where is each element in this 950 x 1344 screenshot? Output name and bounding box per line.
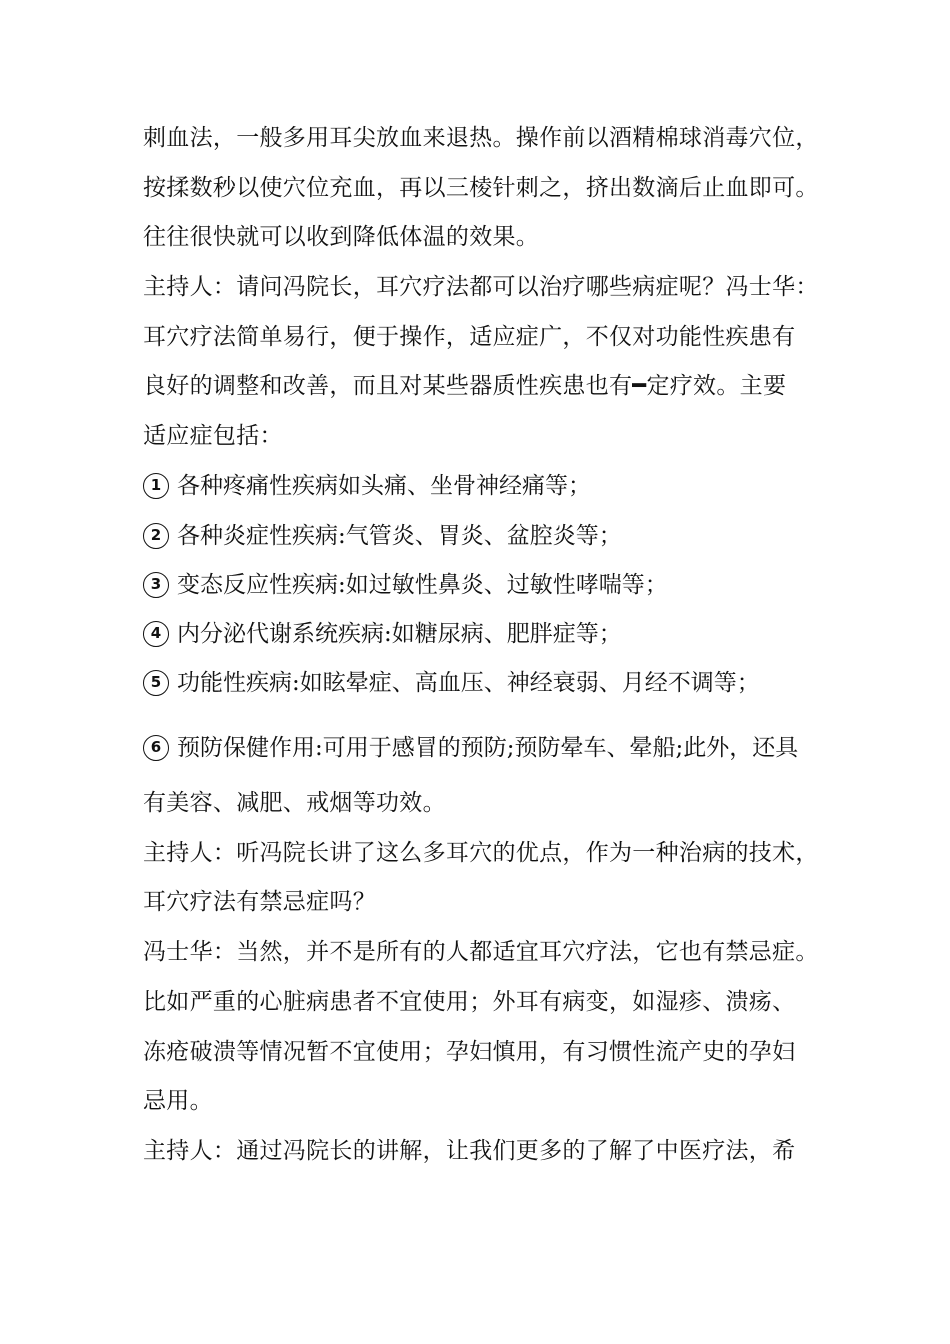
paragraph-1-line-2: 按揉数秒以使穴位充血，再以三棱针刺之，挤出数滴后止血即可。 <box>143 175 819 201</box>
indication-item <box>143 619 622 649</box>
paragraph-2-line-1: 主持人：请问冯院长，耳穴疗法都可以治疗哪些病症呢？冯士华： <box>143 274 819 300</box>
paragraph-4-line-1: 冯士华：当然，并不是所有的人都适宜耳穴疗法，它也有禁忌症。 <box>143 939 819 965</box>
paragraph-2-line-4: 适应症包括： <box>143 423 283 449</box>
circled-number: 2 <box>143 523 169 549</box>
indication-item <box>143 521 622 551</box>
paragraph-3-line-2: 耳穴疗法有禁忌症吗？ <box>143 889 376 915</box>
indication-text: 内分泌代谢系统疾病:如糖尿病、肥胖症等； <box>177 621 622 647</box>
circled-number: 6 <box>143 735 169 761</box>
indication-item <box>143 570 668 600</box>
paragraph-2-line-2: 耳穴疗法简单易行，便于操作，适应症广，不仅对功能性疾患有 <box>143 324 796 350</box>
paragraph-1-line-1: 刺血法，一般多用耳尖放血来退热。操作前以酒精棉球消毒穴位， <box>143 125 819 151</box>
indication-item <box>143 668 760 698</box>
circled-number: 1 <box>143 473 169 499</box>
paragraph-4-line-2: 比如严重的心脏病患者不宜使用；外耳有病变，如湿疹、溃疡、 <box>143 989 796 1015</box>
indication-text: 变态反应性疾病:如过敏性鼻炎、过敏性哮喘等； <box>177 572 668 598</box>
indication-text: 各种炎症性疾病:气管炎、胃炎、盆腔炎等； <box>177 523 622 549</box>
circled-number: 3 <box>143 572 169 598</box>
circled-number: 4 <box>143 621 169 647</box>
paragraph-4-line-4: 忌用。 <box>143 1088 213 1114</box>
paragraph-2-line-3: 良好的调整和改善，而且对某些器质性疾患也有━定疗效。主要 <box>143 373 787 399</box>
indication-6-continuation: 有美容、减肥、戒烟等功效。 <box>143 790 446 816</box>
indication-text: 各种疼痛性疾病如头痛、坐骨神经痛等； <box>177 473 591 499</box>
paragraph-4-line-3: 冻疮破溃等情况暂不宜使用；孕妇慎用，有习惯性流产史的孕妇 <box>143 1039 796 1065</box>
indication-item <box>143 471 591 501</box>
indication-text: 功能性疾病:如眩晕症、高血压、神经衰弱、月经不调等； <box>177 670 760 696</box>
indication-item <box>143 733 798 763</box>
paragraph-1-line-3: 往往很快就可以收到降低体温的效果。 <box>143 224 540 250</box>
circled-number: 5 <box>143 670 169 696</box>
indication-text: 预防保健作用:可用于感冒的预防;预防晕车、晕船;此外，还具 <box>177 735 799 761</box>
paragraph-5-line-1: 主持人：通过冯院长的讲解，让我们更多的了解了中医疗法，希 <box>143 1138 796 1164</box>
paragraph-3-line-1: 主持人：听冯院长讲了这么多耳穴的优点，作为一种治病的技术， <box>143 840 819 866</box>
